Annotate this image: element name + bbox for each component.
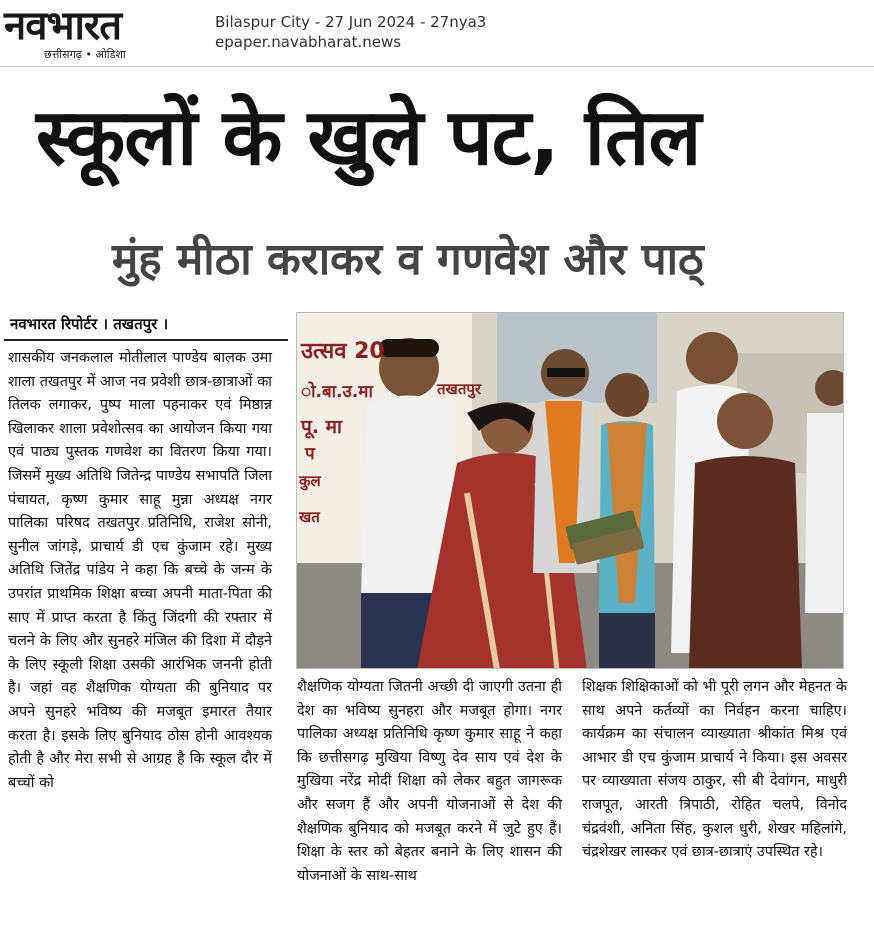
article-column-2 (297, 676, 562, 888)
photo-banner-text-1: उत्सव 20 (301, 339, 385, 364)
news-photo (296, 312, 844, 669)
photo-banner-text-4: पू. मा (301, 416, 342, 438)
site-url[interactable]: epaper.navabharat.news (215, 33, 402, 51)
article-column-1 (8, 347, 272, 795)
photo-banner-text-3: तखतपुर (437, 380, 482, 398)
photo-banner-text-7: खत (299, 508, 320, 526)
masthead (0, 0, 874, 64)
edition-info (215, 12, 486, 52)
byline: नवभारत रिपोर्टर । तखतपुर । (10, 315, 169, 333)
masthead-divider (0, 66, 874, 67)
edition-date: Bilaspur City - 27 Jun 2024 - 27nya3 (215, 13, 487, 31)
headline: स्कूलों के खुले पट, तिल (36, 93, 701, 183)
column-3-text: शिक्षक शिक्षिकाओं को भी पूरी लगन और मेहनत के साथ अपने कर्तव्यों का निर्वहन करना चाहिए।कार्यक्रम का संचालन व्याख्याता श्रीकांत मिश्र एवं आभार डी एच कुंजाम प्राचार्य ने किया। इस अवसर पर व्याख्याता संजय ठाकुर, सी बी देवांगन, माधुरी राजपूत, आरती त्रिपाठी, रोहित चलपे, विनोद चंद्रवंशी, अनिता सिंह, कुशल धुरी, शेखर महिलांगे, चंद्रशेखर लास्कर एवं छात्र-छात्राएं उपस्थित रहे। (582, 679, 847, 861)
subheadline: मुंह मीठा कराकर व गणवेश और पाठ् (112, 234, 704, 285)
column-2-text: शैक्षणिक योग्यता जितनी अच्छी दी जाएगी उतना ही देश का भविष्य सुनहरा और मजबूत होगा। नगर पालिका अध्यक्ष प्रतिनिधि कृष्ण कुमार साहू ने कहा कि छत्तीसगढ़ मुखिया विष्णु देव साय एवं देश के मुखिया नरेंद्र मोदी शिक्षा को लेकर बहुत जागरूक और सजग हैं और अपनी योजनाओं से देश की शैक्षणिक बुनियाद को मजबूत करने में जुटे हुए हैं। शिक्षा के स्तर को बेहतर बनाने के लिए शासन की योजनाओं के साथ-साथ (297, 679, 562, 884)
byline-divider (4, 339, 288, 341)
article-column-3 (582, 676, 847, 865)
photo-banner-text-2: ो.बा.उ.मा (301, 382, 373, 402)
logo-subtitle: छत्तीसगढ़ • ओडिशा (44, 48, 126, 61)
photo-illustration (297, 313, 844, 669)
photo-banner-text-5: प (305, 444, 315, 464)
photo-banner-text-6: कुल (299, 472, 321, 490)
logo-wordmark: नवभारत (4, 3, 122, 49)
newspaper-logo[interactable] (4, 4, 198, 62)
column-1-text: शासकीय जनकलाल मोतीलाल पाण्डेय बालक उमा शाला तखतपुर में आज नव प्रवेशी छात्र-छात्राओं का तिलक लगाकर, पुष्प माला पहनाकर एवं मिष्ठान्न खिलाकर शाला प्रवेशोत्सव का आयोजन किया गया एवं पाठ्य पुस्तक गणवेश का वितरण किया गया। जिसमें मुख्य अतिथि जितेन्द्र पाण्डेय सभापति जिला पंचायत, कृष्ण कुमार साहू मुन्ना अध्यक्ष नगर पालिका परिषद तखतपुर प्रतिनिधि, राजेश सोनी, सुनील जांगड़े, प्राचार्य डी एच कुंजाम रहे। मुख्य अतिथि जितेंद्र पांडेय ने कहा कि बच्चे के जन्म के उपरांत प्राथमिक शिक्षा बच्चा अपनी माता-पिता की साए में प्राप्त करता है किंतु जिंदगी की रफ्तार में चलने के लिए और सुनहरे मंजिल की दिशा में दौड़ने के लिए स्कूली शिक्षा उसकी आरंभिक जननी होती है। जहां वह शैक्षणिक योग्यता की बुनियाद पर अपने सुनहरे भविष्य की मजबूत इमारत तैयार करता है। इसके लिए बुनियाद ठोस होनी आवश्यक होती है और मेरा सभी से आग्रह है कि स्कूल दौर में बच्चों को (8, 350, 272, 791)
